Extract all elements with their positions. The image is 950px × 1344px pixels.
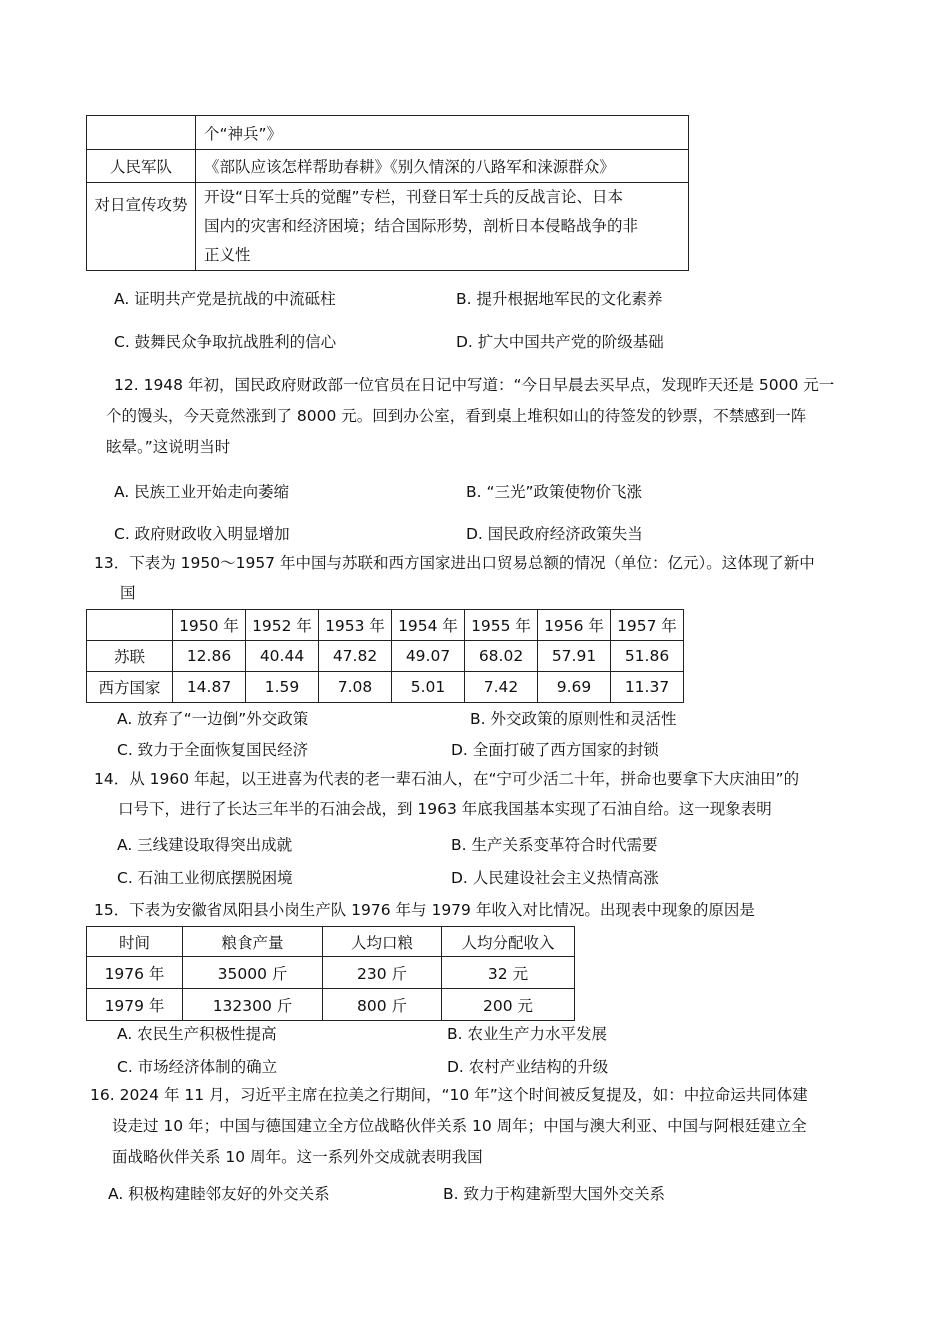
- table-cell: 47.82: [319, 641, 392, 672]
- q11-option-a[interactable]: A. 证明共产党是抗战的中流砥柱: [114, 290, 336, 308]
- table-cell: 1.59: [246, 672, 319, 703]
- q14-option-d[interactable]: D. 人民建设社会主义热情高涨: [451, 869, 659, 887]
- q15-option-d[interactable]: D. 农村产业结构的升级: [447, 1058, 609, 1076]
- q14-option-a[interactable]: A. 三线建设取得突出成就: [117, 836, 293, 854]
- content-line: 开设“日军士兵的觉醒”专栏，刊登日军士兵的反战言论、日本: [204, 188, 624, 206]
- q12-option-c[interactable]: C. 政府财政收入明显增加: [114, 525, 290, 543]
- table-row: [87, 672, 684, 703]
- q12-option-d[interactable]: D. 国民政府经济政策失当: [466, 525, 643, 543]
- q12-option-b[interactable]: B. “三光”政策使物价飞涨: [466, 483, 643, 501]
- table-row: [87, 641, 684, 672]
- table-cell: 12.86: [173, 641, 246, 672]
- table-cell: 68.02: [465, 641, 538, 672]
- stem-line: 12. 1948 年初，国民政府财政部一位官员在日记中写道：“今日早晨去买早点，发现昨天还是 5000 元一: [114, 376, 835, 394]
- table-cell: 苏联: [87, 641, 173, 672]
- q15-stem: 15．下表为安徽省凤阳县小岗生产队 1976 年与 1979 年收入对比情况。出现表中现象的原因是: [94, 901, 755, 919]
- table-row: [87, 989, 575, 1021]
- table-cell: 7.08: [319, 672, 392, 703]
- table-header-cell: 1956 年: [538, 610, 611, 641]
- table-cell: 49.07: [392, 641, 465, 672]
- top-table-label: 对日宣传攻势: [87, 183, 196, 271]
- table-cell: 132300 斤: [183, 989, 323, 1021]
- q11-option-b[interactable]: B. 提升根据地军民的文化素养: [456, 290, 663, 308]
- top-table-content: 《部队应该怎样帮助春耕》《别久情深的八路军和涞源群众》: [196, 150, 689, 183]
- table-cell: 1979 年: [87, 989, 183, 1021]
- table-header-cell: 1953 年: [319, 610, 392, 641]
- q13-option-c[interactable]: C. 致力于全面恢复国民经济: [117, 741, 309, 759]
- table-header-cell: 1954 年: [392, 610, 465, 641]
- stem-line: 14．从 1960 年起，以王进喜为代表的老一辈石油人，在“宁可少活二十年，拼命也要拿下大庆油田”的: [94, 770, 800, 788]
- table-header-cell: 1950 年: [173, 610, 246, 641]
- table-cell: 西方国家: [87, 672, 173, 703]
- table-cell: 200 元: [442, 989, 575, 1021]
- table-cell: 1976 年: [87, 957, 183, 989]
- top-table-label: [87, 116, 196, 150]
- q15-option-c[interactable]: C. 市场经济体制的确立: [117, 1058, 278, 1076]
- q16-option-a[interactable]: A. 积极构建睦邻友好的外交关系: [108, 1185, 330, 1203]
- table-header-cell: 时间: [87, 927, 183, 957]
- table-cell: 32 元: [442, 957, 575, 989]
- stem-line: 设走过 10 年；中国与德国建立全方位战略伙伴关系 10 周年；中国与澳大利亚、中国与阿根廷建立全: [112, 1117, 807, 1135]
- top-table-label: 人民军队: [87, 150, 196, 183]
- table-cell: 230 斤: [323, 957, 442, 989]
- q15-income-table: [86, 926, 575, 1021]
- q13-trade-table: [86, 609, 684, 703]
- top-table-content: 个“神兵”》: [196, 116, 689, 150]
- stem-line: 16. 2024 年 11 月，习近平主席在拉美之行期间，“10 年”这个时间被反复提及，如：中拉命运共同体建: [90, 1086, 808, 1104]
- q14-option-c[interactable]: C. 石油工业彻底摆脱困境: [117, 869, 293, 887]
- q11-option-d[interactable]: D. 扩大中国共产党的阶级基础: [456, 333, 664, 351]
- table-cell: 40.44: [246, 641, 319, 672]
- stem-line: 眩晕。”这说明当时: [106, 438, 231, 456]
- table-header-cell: 1955 年: [465, 610, 538, 641]
- table-header-cell: 人均口粮: [323, 927, 442, 957]
- q14-stem: [94, 764, 799, 824]
- table-cell: 14.87: [173, 672, 246, 703]
- q16-stem: [90, 1080, 808, 1173]
- content-line: 国内的灾害和经济困境；结合国际形势，剖析日本侵略战争的非: [204, 217, 639, 235]
- q11-option-c[interactable]: C. 鼓舞民众争取抗战胜利的信心: [114, 333, 337, 351]
- table-row: [87, 957, 575, 989]
- q15-option-b[interactable]: B. 农业生产力水平发展: [447, 1025, 607, 1043]
- q12-stem: [106, 370, 835, 463]
- q12-option-a[interactable]: A. 民族工业开始走向萎缩: [114, 483, 290, 501]
- stem-line: 国: [120, 584, 136, 602]
- table-cell: 5.01: [392, 672, 465, 703]
- q14-option-b[interactable]: B. 生产关系变革符合时代需要: [451, 836, 658, 854]
- stem-line: 个的馒头，今天竟然涨到了 8000 元。回到办公室，看到桌上堆积如山的待签发的钞票，不禁感到一阵: [106, 407, 807, 425]
- top-table: [86, 115, 689, 271]
- table-cell: 35000 斤: [183, 957, 323, 989]
- table-cell: 51.86: [611, 641, 684, 672]
- q13-option-b[interactable]: B. 外交政策的原则性和灵活性: [470, 710, 677, 728]
- table-header-cell: 粮食产量: [183, 927, 323, 957]
- table-header-cell: 1952 年: [246, 610, 319, 641]
- table-header-cell: 1957 年: [611, 610, 684, 641]
- stem-line: 口号下，进行了长达三年半的石油会战，到 1963 年底我国基本实现了石油自给。这一现象表明: [118, 800, 772, 818]
- q13-option-a[interactable]: A. 放弃了“一边倒”外交政策: [117, 710, 309, 728]
- q15-option-a[interactable]: A. 农民生产积极性提高: [117, 1025, 277, 1043]
- q13-option-d[interactable]: D. 全面打破了西方国家的封锁: [451, 741, 659, 759]
- table-cell: 9.69: [538, 672, 611, 703]
- stem-line: 13．下表为 1950～1957 年中国与苏联和西方国家进出口贸易总额的情况（单位：亿元）。这体现了新中: [94, 554, 815, 572]
- top-table-content: [196, 183, 689, 271]
- q13-stem: [94, 548, 815, 608]
- content-line: 正义性: [204, 246, 251, 264]
- table-cell: 7.42: [465, 672, 538, 703]
- table-cell: 800 斤: [323, 989, 442, 1021]
- table-header-cell: [87, 610, 173, 641]
- table-header-cell: 人均分配收入: [442, 927, 575, 957]
- table-cell: 57.91: [538, 641, 611, 672]
- stem-line: 面战略伙伴关系 10 周年。这一系列外交成就表明我国: [112, 1148, 483, 1166]
- table-cell: 11.37: [611, 672, 684, 703]
- q16-option-b[interactable]: B. 致力于构建新型大国外交关系: [443, 1185, 665, 1203]
